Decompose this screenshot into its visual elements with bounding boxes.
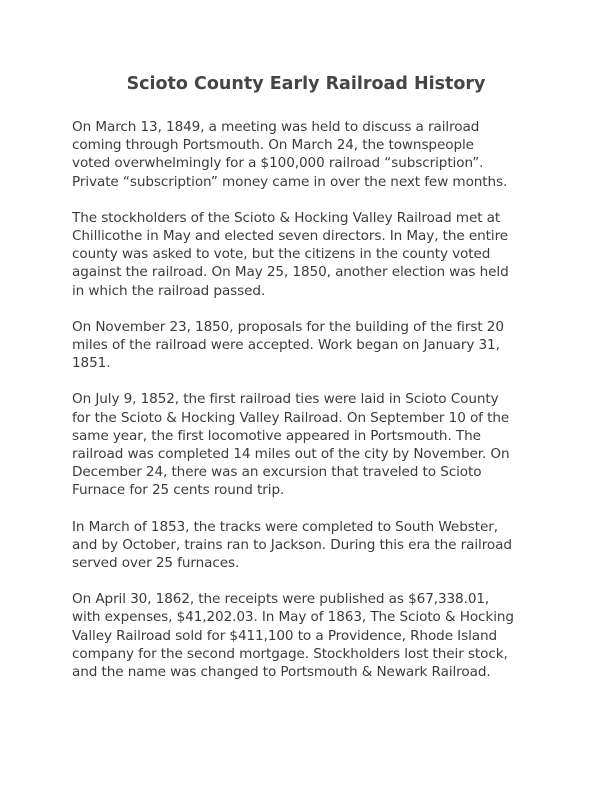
document-body bbox=[72, 118, 542, 699]
paragraph-4: On July 9, 1852, the first railroad ties were laid in Scioto County for the Scioto & Hocking Valley Railroad. On September 10 of the same year, the first locomotive appeared in Portsmouth. The railroad was completed 14 miles out of the city by November. On December 24, there was an excursion that traveled to Scioto Furnace for 25 cents round trip. bbox=[72, 391, 510, 499]
paragraph-1: On March 13, 1849, a meeting was held to discuss a railroad coming through Portsmouth. On March 24, the townspeople voted overwhelmingly for a $100,000 railroad “subscription”. Private “subscription” money came in over the next few months. bbox=[72, 119, 508, 190]
paragraph-5: In March of 1853, the tracks were completed to South Webster, and by October, trains ran to Jackson. During this era the railroad served over 25 furnaces. bbox=[72, 518, 512, 572]
paragraph-3: On November 23, 1850, proposals for the building of the first 20 miles of the railroad were accepted. Work began on January 31, 1851. bbox=[72, 318, 504, 372]
paragraph-6: On April 30, 1862, the receipts were published as $67,338.01, with expenses, $41,202.03. In May of 1863, The Scioto & Hocking Valley Railroad sold for $411,100 to a Providence, Rhode Island company for the second mortgage. Stockholders lost their stock, and the name was changed to Portsmouth & Newark Railroad. bbox=[72, 591, 514, 681]
paragraph-2: The stockholders of the Scioto & Hocking Valley Railroad met at Chillicothe in May and elected seven directors. In May, the entire county was asked to vote, but the citizens in the county voted against the railroad. On May 25, 1850, another election was held in which the railroad passed. bbox=[72, 209, 509, 299]
page-title: Scioto County Early Railroad History bbox=[126, 74, 486, 94]
